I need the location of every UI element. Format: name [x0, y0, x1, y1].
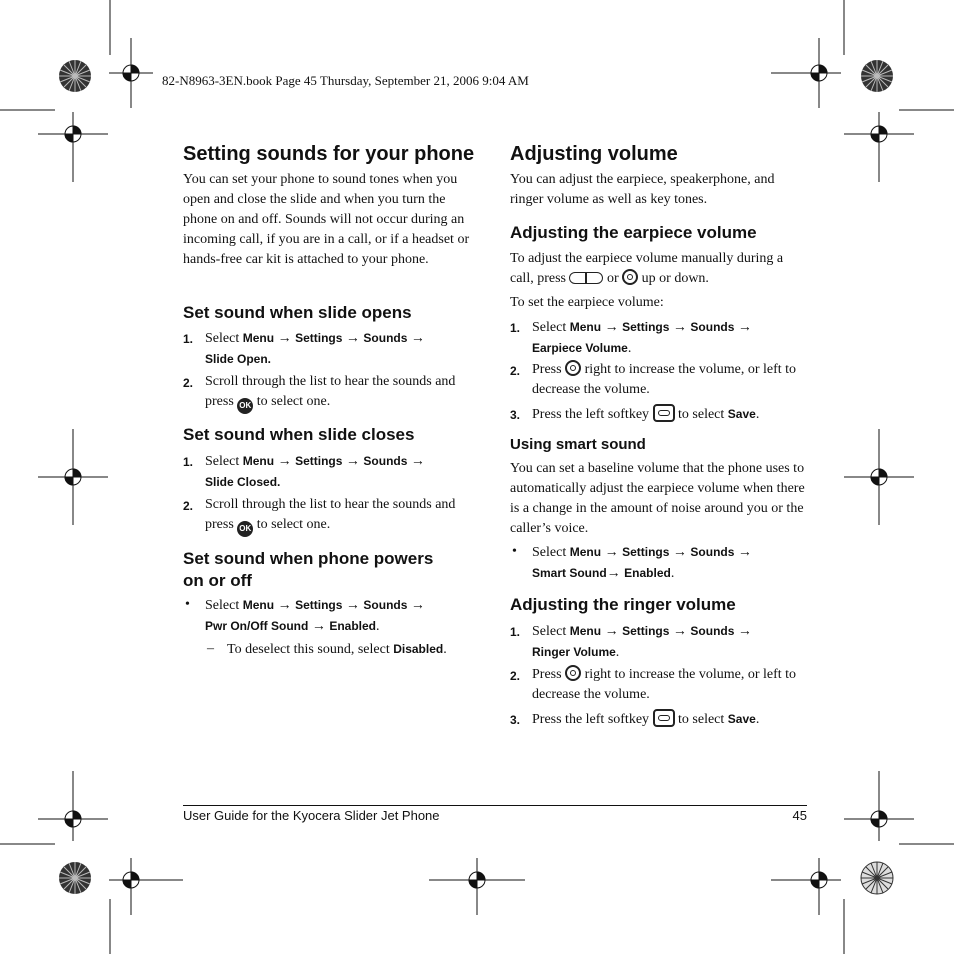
step-number: 2. [183, 376, 194, 390]
book-header-line: 82-N8963-3EN.book Page 45 Thursday, September 21, 2006 9:04 AM [162, 73, 529, 88]
step-number: 1. [183, 455, 194, 469]
step-slide-closed-select: Select Menu → Settings → Sounds → Slide Closed. [205, 454, 425, 489]
step-earpiece-save: Press the left softkey to select Save. [532, 404, 807, 425]
heading-slide-closes: Set sound when slide closes [183, 425, 415, 444]
page-title-adjusting-volume: Adjusting volume [510, 143, 678, 165]
page-title-setting-sounds: Setting sounds for your phone [183, 143, 475, 165]
left-softkey-icon [653, 404, 675, 422]
page-number: 45 [792, 808, 807, 823]
step-number: 1. [510, 625, 521, 639]
step-ringer-press: Press right to increase the volume, or left to decrease the volume. [532, 667, 797, 702]
heading-ringer-volume: Adjusting the ringer volume [510, 595, 736, 614]
heading-smart-sound: Using smart sound [510, 436, 646, 453]
step-earpiece-press: Press right to increase the volume, or left to decrease the volume. [532, 362, 797, 397]
step-smart-sound-select: Select Menu → Settings → Sounds → Smart Sound→ Enabled. [532, 545, 752, 581]
step-number: 1. [183, 332, 194, 346]
left-softkey-icon [653, 709, 675, 727]
bullet: • [512, 544, 517, 559]
ok-key-icon: OK [237, 398, 253, 414]
navigation-key-icon [565, 360, 581, 376]
step-ringer-save: Press the left softkey to select Save. [532, 709, 807, 730]
step-number: 2. [510, 669, 521, 683]
earpiece-manual-text: To adjust the earpiece volume manually during a call, press or up or down. [510, 251, 784, 286]
dash: – [207, 641, 214, 656]
step-pwr-sound-select: Select Menu → Settings → Sounds → Pwr On/Off Sound → Enabled. [205, 598, 425, 634]
step-slide-open-scroll: Scroll through the list to hear the sounds and press OK to select one. [205, 372, 480, 414]
page-footer [183, 805, 807, 823]
volume-key-icon [569, 272, 603, 284]
step-number: 1. [510, 321, 521, 335]
step-number: 3. [510, 713, 521, 727]
navigation-key-icon [622, 269, 638, 285]
heading-earpiece-volume: Adjusting the earpiece volume [510, 223, 757, 242]
step-deselect-sound: To deselect this sound, select Disabled. [227, 642, 447, 657]
step-slide-closed-scroll: Scroll through the list to hear the sounds and press OK to select one. [205, 495, 480, 537]
step-number: 2. [510, 364, 521, 378]
step-number: 3. [510, 408, 521, 422]
earpiece-toset-text: To set the earpiece volume: [510, 295, 664, 310]
step-number: 2. [183, 499, 194, 513]
heading-slide-opens: Set sound when slide opens [183, 303, 412, 322]
footer-guide-title: User Guide for the Kyocera Slider Jet Phone [183, 808, 440, 823]
setting-sounds-intro: You can set your phone to sound tones when you open and close the slide and when you turn the phone on and off. Sounds will not occur during an incoming call, if you are in a call, or if a headset or hands-free car kit is attached to your phone. [183, 172, 470, 267]
step-earpiece-select: Select Menu → Settings → Sounds → Earpiece Volume. [532, 320, 752, 356]
step-slide-open-select: Select Menu → Settings → Sounds → Slide Open. [205, 331, 425, 366]
step-ringer-select: Select Menu → Settings → Sounds → Ringer Volume. [532, 624, 752, 660]
smart-sound-body: You can set a baseline volume that the phone uses to automatically adjust the earpiece volume when there is a change in the amount of noise around you or the caller’s voice. [510, 461, 805, 536]
heading-phone-powers: Set sound when phone powers on or off [183, 549, 434, 590]
ok-key-icon: OK [237, 521, 253, 537]
bullet: • [185, 597, 190, 612]
adjusting-volume-intro: You can adjust the earpiece, speakerphone, and ringer volume as well as key tones. [510, 172, 775, 207]
navigation-key-icon [565, 665, 581, 681]
